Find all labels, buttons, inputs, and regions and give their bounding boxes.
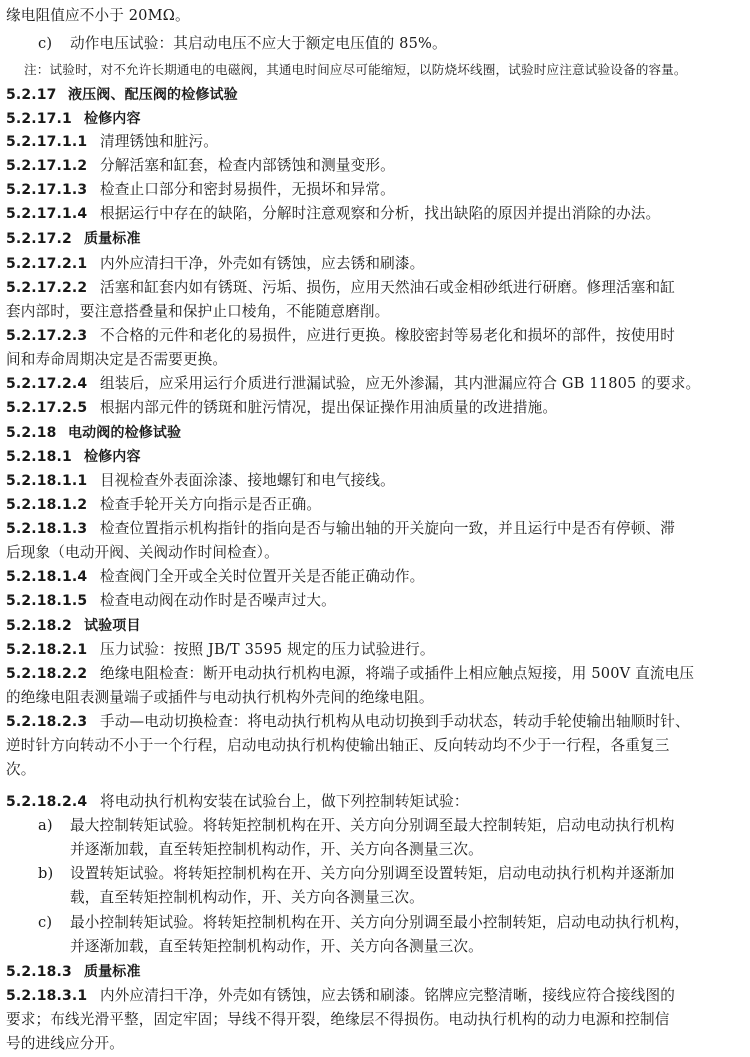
clause-paragraph bbox=[6, 374, 744, 394]
paragraph-continuation bbox=[6, 302, 744, 322]
clause-number: 5.2.18.2.1 bbox=[6, 642, 88, 658]
clause-number: 5.2.17.2.2 bbox=[6, 280, 88, 296]
text: 活塞和缸套内如有锈斑、污垢、损伤，应用天然油石或金相砂纸进行研磨。修理活塞和缸 bbox=[100, 279, 676, 296]
clause-number: 5.2.18.1.1 bbox=[6, 473, 88, 489]
clause-paragraph bbox=[6, 640, 744, 660]
clause-paragraph bbox=[6, 398, 744, 418]
section-heading bbox=[6, 109, 744, 129]
clause-number: 5.2.17.1.4 bbox=[6, 206, 88, 222]
clause-number: 5.2.17.2 bbox=[6, 231, 72, 247]
clause-paragraph bbox=[6, 591, 744, 611]
text: 逆时针方向转动不小于一个行程，启动电动执行机构使输出轴正、反向转动均不少于一行程，各重复三 bbox=[6, 737, 670, 754]
text: 检修内容 bbox=[84, 449, 141, 465]
text: 目视检查外表面涂漆、接地螺钉和电气接线。 bbox=[100, 472, 395, 489]
clause-paragraph bbox=[6, 180, 744, 200]
clause-number: 5.2.18.2 bbox=[6, 618, 72, 634]
text: 内外应清扫干净，外壳如有锈蚀，应去锈和刷漆。铭牌应完整清晰，接线应符合接线图的 bbox=[100, 987, 676, 1004]
clause-paragraph bbox=[6, 712, 744, 732]
clause-paragraph bbox=[6, 792, 744, 812]
text: 质量标准 bbox=[84, 964, 141, 980]
text: 组装后，应采用运行介质进行泄漏试验，应无外渗漏，其内泄漏应符合 GB 11805 的要求。 bbox=[100, 375, 701, 392]
paragraph-continuation bbox=[6, 1010, 744, 1030]
text: 检查电动阀在动作时是否噪声过大。 bbox=[100, 592, 336, 609]
text: 套内部时，要注意搭叠量和保护止口棱角，不能随意磨削。 bbox=[6, 303, 390, 320]
clause-paragraph bbox=[6, 156, 744, 176]
list-item bbox=[38, 34, 744, 54]
list-marker: c) bbox=[38, 35, 53, 52]
text: 压力试验：按照 JB/T 3595 规定的压力试验进行。 bbox=[100, 641, 435, 658]
text: 并逐渐加载，直至转矩控制机构动作，开、关方向各测量三次。 bbox=[70, 841, 483, 858]
text: 分解活塞和缸套，检查内部锈蚀和测量变形。 bbox=[100, 157, 395, 174]
paragraph-continuation bbox=[70, 888, 744, 908]
list-item bbox=[38, 864, 744, 884]
text: 电动阀的检修试验 bbox=[68, 425, 182, 441]
text: 检查止口部分和密封易损件，无损坏和异常。 bbox=[100, 181, 395, 198]
clause-paragraph bbox=[6, 204, 744, 224]
text: 注：试验时，对不允许长期通电的电磁阀，其通电时间应尽可能缩短，以防烧坏线圈，试验时应注意试验设备的容量。 bbox=[24, 62, 687, 77]
text: 次。 bbox=[6, 761, 36, 778]
paragraph-continuation bbox=[6, 350, 744, 370]
clause-paragraph bbox=[6, 495, 744, 515]
clause-number: 5.2.18.1.5 bbox=[6, 593, 88, 609]
clause-number: 5.2.18.1.2 bbox=[6, 497, 88, 513]
clause-paragraph bbox=[6, 567, 744, 587]
paragraph-continuation bbox=[6, 736, 744, 756]
text: 试验项目 bbox=[84, 618, 141, 634]
clause-number: 5.2.17.1 bbox=[6, 111, 72, 127]
text: 最小控制转矩试验。将转矩控制机构在开、关方向分别调至最小控制转矩，启动电动执行机构， bbox=[70, 914, 690, 931]
text: 号的进线应分开。 bbox=[6, 1035, 124, 1052]
clause-paragraph bbox=[6, 132, 744, 152]
clause-number: 5.2.18.3 bbox=[6, 964, 72, 980]
list-marker: c) bbox=[38, 914, 53, 931]
clause-number: 5.2.18.2.4 bbox=[6, 794, 88, 810]
text: 检查阀门全开或全关时位置开关是否能正确动作。 bbox=[100, 568, 425, 585]
note-paragraph bbox=[24, 60, 744, 80]
text: 内外应清扫干净，外壳如有锈蚀，应去锈和刷漆。 bbox=[100, 255, 425, 272]
clause-number: 5.2.17.2.5 bbox=[6, 400, 88, 416]
clause-number: 5.2.18.2.3 bbox=[6, 714, 88, 730]
text: 动作电压试验：其启动电压不应大于额定电压值的 85%。 bbox=[70, 35, 447, 52]
text: 质量标准 bbox=[84, 231, 141, 247]
clause-number: 5.2.17.1.2 bbox=[6, 158, 88, 174]
paragraph-continuation bbox=[6, 543, 744, 563]
text: 最大控制转矩试验。将转矩控制机构在开、关方向分别调至最大控制转矩，启动电动执行机构 bbox=[70, 817, 675, 834]
clause-paragraph bbox=[6, 278, 744, 298]
text: 后现象（电动开阀、关阀动作时间检查）。 bbox=[6, 544, 279, 561]
paragraph-continuation bbox=[6, 6, 744, 26]
text: 不合格的元件和老化的易损件，应进行更换。橡胶密封等易老化和损坏的部件，按使用时 bbox=[100, 327, 676, 344]
clause-number: 5.2.18 bbox=[6, 425, 57, 441]
text: 并逐渐加载，直至转矩控制机构动作，开、关方向各测量三次。 bbox=[70, 938, 483, 955]
clause-paragraph bbox=[6, 986, 744, 1006]
clause-number: 5.2.18.1 bbox=[6, 449, 72, 465]
clause-number: 5.2.17.2.4 bbox=[6, 376, 88, 392]
text: 间和寿命周期决定是否需要更换。 bbox=[6, 351, 228, 368]
clause-number: 5.2.17.2.3 bbox=[6, 328, 88, 344]
text: 检修内容 bbox=[84, 111, 141, 127]
clause-number: 5.2.18.3.1 bbox=[6, 988, 88, 1004]
section-heading bbox=[6, 616, 744, 636]
clause-number: 5.2.18.1.4 bbox=[6, 569, 88, 585]
section-heading bbox=[6, 962, 744, 982]
paragraph-continuation bbox=[70, 937, 744, 957]
text: 根据运行中存在的缺陷，分解时注意观察和分析，找出缺陷的原因并提出消除的办法。 bbox=[100, 205, 661, 222]
text: 手动—电动切换检查：将电动执行机构从电动切换到手动状态，转动手轮使输出轴顺时针、 bbox=[100, 713, 690, 730]
clause-number: 5.2.18.2.2 bbox=[6, 666, 88, 682]
clause-paragraph bbox=[6, 519, 744, 539]
clause-paragraph bbox=[6, 471, 744, 491]
clause-number: 5.2.17.1.1 bbox=[6, 134, 88, 150]
text: 将电动执行机构安装在试验台上，做下列控制转矩试验： bbox=[100, 793, 469, 810]
clause-number: 5.2.18.1.3 bbox=[6, 521, 88, 537]
list-item bbox=[38, 913, 744, 933]
text: 要求；布线光滑平整，固定牢固；导线不得开裂，绝缘层不得损伤。电动执行机构的动力电源和控制信 bbox=[6, 1011, 670, 1028]
paragraph-continuation bbox=[6, 1034, 744, 1054]
clause-paragraph bbox=[6, 326, 744, 346]
text: 的绝缘电阻表测量端子或插件与电动执行机构外壳间的绝缘电阻。 bbox=[6, 689, 434, 706]
paragraph-continuation bbox=[6, 760, 744, 780]
text: 设置转矩试验。将转矩控制机构在开、关方向分别调至设置转矩，启动电动执行机构并逐渐加 bbox=[70, 865, 675, 882]
list-marker: a) bbox=[38, 817, 53, 834]
text: 检查位置指示机构指针的指向是否与输出轴的开关旋向一致，并且运行中是否有停顿、滞 bbox=[100, 520, 676, 537]
list-marker: b) bbox=[38, 865, 54, 882]
clause-paragraph bbox=[6, 664, 744, 684]
text: 清理锈蚀和脏污。 bbox=[100, 133, 218, 150]
section-heading bbox=[6, 447, 744, 467]
clause-number: 5.2.17.1.3 bbox=[6, 182, 88, 198]
text: 载，直至转矩控制机构动作，开、关方向各测量三次。 bbox=[70, 889, 424, 906]
text: 缘电阻值应不小于 20MΩ。 bbox=[6, 7, 190, 24]
text: 检查手轮开关方向指示是否正确。 bbox=[100, 496, 322, 513]
text: 液压阀、配压阀的检修试验 bbox=[68, 87, 238, 103]
clause-number: 5.2.17 bbox=[6, 87, 57, 103]
text: 绝缘电阻检查：断开电动执行机构电源，将端子或插件上相应触点短接，用 500V 直流电压 bbox=[100, 665, 695, 682]
section-heading bbox=[6, 229, 744, 249]
clause-paragraph bbox=[6, 254, 744, 274]
clause-number: 5.2.17.2.1 bbox=[6, 256, 88, 272]
paragraph-continuation bbox=[70, 840, 744, 860]
text: 根据内部元件的锈斑和脏污情况，提出保证操作用油质量的改进措施。 bbox=[100, 399, 558, 416]
section-heading bbox=[6, 85, 744, 105]
paragraph-continuation bbox=[6, 688, 744, 708]
section-heading bbox=[6, 423, 744, 443]
list-item bbox=[38, 816, 744, 836]
